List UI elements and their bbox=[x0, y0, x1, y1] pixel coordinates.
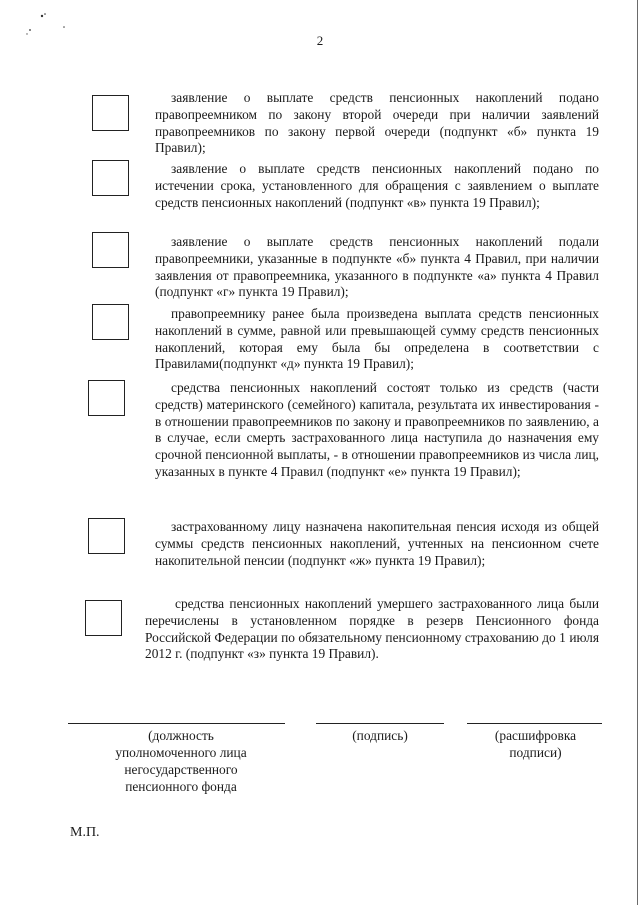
item-text-zh: застрахованному лицу назначена накопительная пенсия исходя из общей суммы средств пенсионных накоплений, учтенных на пенсионном счете накопительной пенсии (подпункт «ж» пункта 19 Правил); bbox=[155, 519, 599, 568]
page-number: 2 bbox=[316, 33, 324, 48]
checkbox-item-e[interactable] bbox=[88, 380, 125, 416]
item-text-e: средства пенсионных накоплений состоят только из средств (части средств) материнского (семейного) капитала, результата их инвестирования - в отношении правопреемников по закону и правопреемников по заявлению, а в случае, если смерть застрахованного лица наступила до назначения ему срочной пенсионной выплаты, - в отношении правопреемников из числа лиц, указанных в пункте 4 Правил (подпункт «е» пункта 19 Правил); bbox=[155, 380, 599, 479]
item-text-v: заявление о выплате средств пенсионных накоплений подано по истечении срока, установленного для обращения с заявлением о выплате средств пенсионных накоплений (подпункт «в» пункта 19 Правил); bbox=[155, 161, 599, 210]
signature-caption: (подпись) bbox=[352, 728, 408, 743]
item-text-b: заявление о выплате средств пенсионных накоплений подано правопреемником по закону второй очереди при наличии заявлений правопреемников по закону первой очереди (подпункт «б» пункта 19 Правил); bbox=[155, 90, 599, 156]
checkbox-item-zh[interactable] bbox=[88, 518, 125, 554]
position-caption: (должность уполномоченного лица негосударственного пенсионного фонда bbox=[115, 728, 247, 794]
checkbox-item-v[interactable] bbox=[92, 160, 129, 196]
decryption-caption: (расшифровка подписи) bbox=[494, 728, 577, 760]
position-signature-line bbox=[68, 723, 285, 724]
checkbox-item-z[interactable] bbox=[85, 600, 122, 636]
checkbox-item-b[interactable] bbox=[92, 95, 129, 131]
item-text-z: средства пенсионных накоплений умершего застрахованного лица были перечислены в установленном порядке в резерв Пенсионного фонда Российской Федерации по обязательному пенсионному страхованию до 1 июля 2012 г. (подпункт «з» пункта 19 Правил). bbox=[145, 596, 599, 662]
decryption-signature-line bbox=[467, 723, 602, 724]
stamp-label: М.П. bbox=[70, 825, 100, 840]
item-text-g: заявление о выплате средств пенсионных накоплений подали правопреемники, указанные в подпункте «б» пункта 4 Правил, при наличии заявления от правопреемника, указанного в подпункте «а» пункта 4 Правил (подпункт «г» пункта 19 Правил); bbox=[155, 234, 599, 300]
checkbox-item-g[interactable] bbox=[92, 232, 129, 268]
signature-line bbox=[316, 723, 444, 724]
page-edge bbox=[637, 0, 638, 905]
item-text-d: правопреемнику ранее была произведена выплата средств пенсионных накоплений в сумме, равной или превышающей сумму средств пенсионных накоплений, которая ему была бы определена в соответствии с Правилами(подпункт «д» пункта 19 Правил); bbox=[155, 306, 599, 372]
checkbox-item-d[interactable] bbox=[92, 304, 129, 340]
